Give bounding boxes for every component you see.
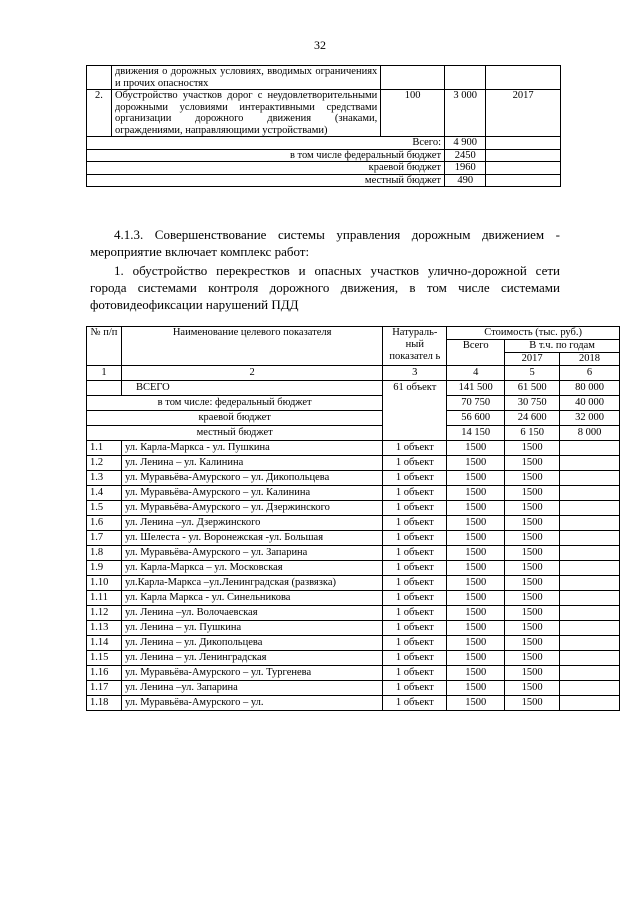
indicator-name: ул. Ленина – ул. Калинина [121, 456, 382, 471]
total-sum: 141 500 [447, 381, 505, 396]
indicator-name: ул. Муравьёва-Амурского – ул. Запарина [121, 546, 382, 561]
cost-2018 [560, 636, 620, 651]
natural-indicator: 1 объект [383, 516, 447, 531]
budget-label: в том числе федеральный бюджет [87, 149, 445, 162]
cost-2017: 1500 [505, 666, 560, 681]
row-number: 1.7 [87, 531, 122, 546]
row-number: 1.10 [87, 576, 122, 591]
cost-2017: 1500 [505, 456, 560, 471]
header-num: № п/п [87, 327, 122, 366]
row-number: 1.14 [87, 636, 122, 651]
cost-total: 1500 [447, 501, 505, 516]
cost-total: 1500 [447, 531, 505, 546]
row-number: 1.6 [87, 516, 122, 531]
cost-2018 [560, 591, 620, 606]
natural-indicator: 1 объект [383, 471, 447, 486]
table-row [87, 576, 620, 591]
budget-2018: 8 000 [560, 426, 620, 441]
cost-total: 1500 [447, 681, 505, 696]
total-row [87, 381, 620, 396]
table-row [87, 636, 620, 651]
cost-2017: 1500 [505, 696, 560, 711]
budget-value: 490 [445, 174, 486, 187]
natural-indicator: 1 объект [383, 576, 447, 591]
indicator-name: ул. Карла Маркса - ул. Синельникова [121, 591, 382, 606]
cost-2018 [560, 501, 620, 516]
indicator-name: ул. Карла-Маркса - ул. Пушкина [121, 441, 382, 456]
row-number: 1.17 [87, 681, 122, 696]
row-number: 1.1 [87, 441, 122, 456]
cost-2018 [560, 441, 620, 456]
cost-2018 [560, 531, 620, 546]
indicator-name: ул. Шелеста - ул. Воронежская -ул. Большая [121, 531, 382, 546]
cost-2017: 1500 [505, 501, 560, 516]
row-number: 1.3 [87, 471, 122, 486]
column-number: 4 [447, 366, 505, 381]
table-row [87, 681, 620, 696]
measure-cost: 3 000 [445, 90, 486, 137]
natural-indicator: 1 объект [383, 636, 447, 651]
indicator-name: ул. Муравьёва-Амурского – ул. Дзержинского [121, 501, 382, 516]
column-number: 5 [505, 366, 560, 381]
indicator-name: ул. Карла-Маркса – ул. Московская [121, 561, 382, 576]
cost-total: 1500 [447, 666, 505, 681]
table-row [87, 531, 620, 546]
natural-indicator: 1 объект [383, 441, 447, 456]
column-number: 6 [560, 366, 620, 381]
measure-quantity: 100 [381, 90, 445, 137]
cost-2018 [560, 666, 620, 681]
page-number: 32 [314, 38, 326, 52]
natural-indicator: 1 объект [383, 456, 447, 471]
natural-indicator: 1 объект [383, 621, 447, 636]
cost-2017: 1500 [505, 486, 560, 501]
cost-2017: 1500 [505, 651, 560, 666]
table-row [87, 546, 620, 561]
cost-2017: 1500 [505, 516, 560, 531]
indicator-name: ул. Муравьёва-Амурского – ул. [121, 696, 382, 711]
natural-indicator: 1 объект [383, 651, 447, 666]
cost-2018 [560, 606, 620, 621]
table-row [87, 90, 561, 137]
row-number: 1.4 [87, 486, 122, 501]
cost-total: 1500 [447, 441, 505, 456]
natural-indicator: 1 объект [383, 501, 447, 516]
budget-2018: 40 000 [560, 396, 620, 411]
row-number [87, 66, 112, 90]
measure-description: движения о дорожных условиях, вводимых ограничениях и прочих опасностях [111, 66, 380, 90]
row-number: 1.11 [87, 591, 122, 606]
column-number: 3 [383, 366, 447, 381]
cost-2018 [560, 471, 620, 486]
measures-table [86, 65, 561, 187]
cost-2017: 1500 [505, 471, 560, 486]
cost-2018 [560, 621, 620, 636]
natural-indicator: 1 объект [383, 606, 447, 621]
total-row [87, 137, 561, 150]
header-cost: Стоимость (тыс. руб.) [447, 327, 620, 340]
header-natural: Натураль-ный показател ь [383, 327, 447, 366]
natural-indicator: 1 объект [383, 681, 447, 696]
row-number: 1.12 [87, 606, 122, 621]
indicator-name: ул. Ленина –ул. Дзержинского [121, 516, 382, 531]
header-name: Наименование целевого показателя [121, 327, 382, 366]
table-row [87, 696, 620, 711]
column-number: 1 [87, 366, 122, 381]
cost-total: 1500 [447, 576, 505, 591]
total-label: Всего: [87, 137, 445, 150]
budget-label: краевой бюджет [87, 162, 445, 175]
cost-2017: 1500 [505, 621, 560, 636]
budget-row [87, 411, 620, 426]
indicator-name: ул.Карла-Маркса –ул.Ленинградская (развязка) [121, 576, 382, 591]
budget-row [87, 149, 561, 162]
measure-description: Обустройство участков дорог с неудовлетворительными дорожными условиями интерактивными средствами организации дорожного движения (знаками, ограждениями, направляющими устройствами) [111, 90, 380, 137]
row-number: 1.8 [87, 546, 122, 561]
total-natural: 61 объект [383, 381, 447, 441]
natural-indicator: 1 объект [383, 591, 447, 606]
cost-total: 1500 [447, 486, 505, 501]
cost-total: 1500 [447, 561, 505, 576]
cost-2018 [560, 696, 620, 711]
budget-value: 1960 [445, 162, 486, 175]
total-2017: 61 500 [505, 381, 560, 396]
table-row [87, 486, 620, 501]
cost-2017: 1500 [505, 561, 560, 576]
indicator-name: ул. Муравьёва-Амурского – ул. Дикопольцева [121, 471, 382, 486]
cost-total: 1500 [447, 651, 505, 666]
indicator-name: ул. Ленина –ул. Запарина [121, 681, 382, 696]
indicator-name: ул. Ленина –ул. Волочаевская [121, 606, 382, 621]
budget-label: в том числе: федеральный бюджет [87, 396, 383, 411]
cost-2017: 1500 [505, 576, 560, 591]
table-row [87, 456, 620, 471]
budget-row [87, 426, 620, 441]
section-heading: 4.1.3. Совершенствование системы управления дорожным движением - мероприятие включает комплекс работ: [90, 227, 560, 259]
cost-2018 [560, 456, 620, 471]
indicator-name: ул. Ленина – ул. Ленинградская [121, 651, 382, 666]
budget-row [87, 396, 620, 411]
header-by-years: В т.ч. по годам [505, 340, 620, 353]
cost-total: 1500 [447, 546, 505, 561]
cost-total: 1500 [447, 516, 505, 531]
table-row [87, 561, 620, 576]
cost-2017: 1500 [505, 441, 560, 456]
indicator-name: ул. Муравьёва-Амурского – ул. Калинина [121, 486, 382, 501]
row-number: 1.16 [87, 666, 122, 681]
table-row [87, 441, 620, 456]
indicators-table [86, 326, 620, 711]
header-year-2017: 2017 [505, 353, 560, 366]
row-number: 1.9 [87, 561, 122, 576]
cost-2018 [560, 546, 620, 561]
cost-total: 1500 [447, 621, 505, 636]
column-number: 2 [121, 366, 382, 381]
budget-2018: 32 000 [560, 411, 620, 426]
cost-total: 1500 [447, 606, 505, 621]
column-number-row [87, 366, 620, 381]
total-2018: 80 000 [560, 381, 620, 396]
natural-indicator: 1 объект [383, 666, 447, 681]
budget-2017: 6 150 [505, 426, 560, 441]
indicator-name: ул. Ленина – ул. Дикопольцева [121, 636, 382, 651]
table-row [87, 591, 620, 606]
section-item-1: 1. обустройство перекрестков и опасных участков улично-дорожной сети города системами контроля дорожного движения, в том числе системами фотовидеофиксации нарушений ПДД [90, 263, 560, 312]
budget-total: 56 600 [447, 411, 505, 426]
table-row [87, 66, 561, 90]
cost-2017: 1500 [505, 681, 560, 696]
header-year-2018: 2018 [560, 353, 620, 366]
natural-indicator: 1 объект [383, 531, 447, 546]
natural-indicator: 1 объект [383, 696, 447, 711]
budget-label: краевой бюджет [87, 411, 383, 426]
row-number: 1.5 [87, 501, 122, 516]
cost-total: 1500 [447, 456, 505, 471]
budget-row [87, 162, 561, 175]
row-number: 1.13 [87, 621, 122, 636]
natural-indicator: 1 объект [383, 486, 447, 501]
row-number: 2. [87, 90, 112, 137]
natural-indicator: 1 объект [383, 546, 447, 561]
measure-year: 2017 [486, 90, 561, 137]
budget-2017: 30 750 [505, 396, 560, 411]
cost-total: 1500 [447, 696, 505, 711]
budget-total: 14 150 [447, 426, 505, 441]
cost-total: 1500 [447, 591, 505, 606]
table-row [87, 651, 620, 666]
total-label: ВСЕГО [121, 381, 382, 396]
cost-2017: 1500 [505, 531, 560, 546]
cost-2018 [560, 516, 620, 531]
budget-label: местный бюджет [87, 174, 445, 187]
indicator-name: ул. Муравьёва-Амурского – ул. Тургенева [121, 666, 382, 681]
row-number: 1.18 [87, 696, 122, 711]
row-number: 1.2 [87, 456, 122, 471]
table-header-row [87, 327, 620, 340]
table-row [87, 471, 620, 486]
budget-2017: 24 600 [505, 411, 560, 426]
cost-2018 [560, 486, 620, 501]
indicator-name: ул. Ленина – ул. Пушкина [121, 621, 382, 636]
cost-total: 1500 [447, 636, 505, 651]
cost-2017: 1500 [505, 606, 560, 621]
cost-2017: 1500 [505, 546, 560, 561]
total-value: 4 900 [445, 137, 486, 150]
cost-2018 [560, 561, 620, 576]
table-row [87, 666, 620, 681]
budget-row [87, 174, 561, 187]
table-row [87, 501, 620, 516]
budget-value: 2450 [445, 149, 486, 162]
cost-2018 [560, 576, 620, 591]
cost-2018 [560, 681, 620, 696]
cost-2018 [560, 651, 620, 666]
table-row [87, 516, 620, 531]
cost-2017: 1500 [505, 636, 560, 651]
budget-total: 70 750 [447, 396, 505, 411]
cost-total: 1500 [447, 471, 505, 486]
row-number: 1.15 [87, 651, 122, 666]
cost-2017: 1500 [505, 591, 560, 606]
natural-indicator: 1 объект [383, 561, 447, 576]
table-row [87, 606, 620, 621]
budget-label: местный бюджет [87, 426, 383, 441]
header-total: Всего [447, 340, 505, 366]
table-row [87, 621, 620, 636]
